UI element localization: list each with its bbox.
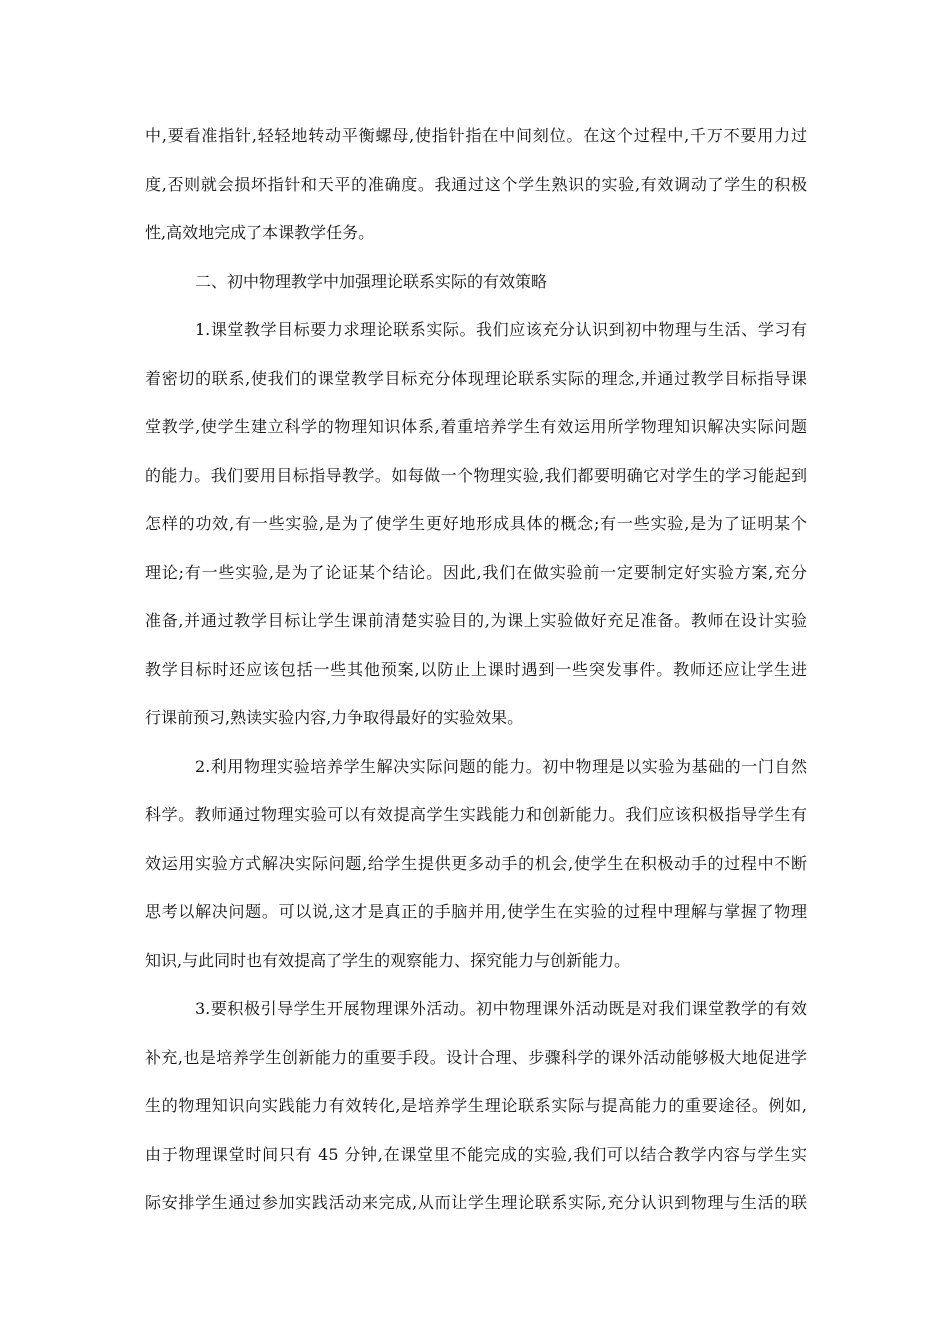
paragraph-first-line: 1.课堂教学目标要力求理论联系实际。我们应该充分认识到初中物理与生活、学习有 bbox=[195, 320, 807, 339]
section-heading: 二、初中物理教学中加强理论联系实际的有效策略 bbox=[195, 271, 548, 291]
text-line: 堂教学,使学生建立科学的物理知识体系,着重培养学生有效运用所学物理知识解决实际问题 bbox=[145, 417, 807, 436]
text-line: 着密切的联系,使我们的课堂教学目标充分体现理论联系实际的理念,并通过教学目标指导课 bbox=[145, 368, 807, 388]
text-line: 怎样的功效,有一些实验,是为了使学生更好地形成具体的概念;有一些实验,是为了证明某个 bbox=[145, 514, 807, 533]
text-line: 性,高效地完成了本课教学任务。 bbox=[145, 223, 375, 242]
text-line: 由于物理课堂时间只有 45 分钟,在课堂里不能完成的实验,我们可以结合教学内容与学生实 bbox=[145, 1144, 807, 1164]
text-line: 教学目标时还应该包括一些其他预案,以防止上课时遇到一些突发事件。教师还应让学生进 bbox=[145, 659, 807, 679]
text-line: 知识,与此同时也有效提高了学生的观察能力、探究能力与创新能力。 bbox=[145, 950, 631, 970]
text-line: 际安排学生通过参加实践活动来完成,从而让学生理论联系实际,充分认识到物理与生活的联 bbox=[145, 1193, 807, 1212]
text-line: 补充,也是培养学生创新能力的重要手段。设计合理、步骤科学的课外活动能够极大地促进学 bbox=[145, 1047, 807, 1067]
text-line: 中,要看准指针,轻轻地转动平衡螺母,使指针指在中间刻位。在这个过程中,千万不要用力过 bbox=[145, 126, 807, 145]
text-line: 理论;有一些实验,是为了论证某个结论。因此,我们在做实验前一定要制定好实验方案,充分 bbox=[145, 562, 807, 582]
text-line: 准备,并通过教学目标让学生课前清楚实验目的,为课上实验做好充足准备。教师在设计实验 bbox=[145, 611, 807, 630]
paragraph-first-line: 2.利用物理实验培养学生解决实际问题的能力。初中物理是以实验为基础的一门自然 bbox=[195, 756, 807, 776]
text-line: 度,否则就会损坏指针和天平的准确度。我通过这个学生熟识的实验,有效调动了学生的积极 bbox=[145, 174, 807, 194]
text-line: 效运用实验方式解决实际问题,给学生提供更多动手的机会,使学生在积极动手的过程中不断 bbox=[145, 853, 807, 873]
text-line: 思考以解决问题。可以说,这才是真正的手脑并用,使学生在实验的过程中理解与掌握了物理 bbox=[145, 902, 807, 921]
text-line: 行课前预习,熟读实验内容,力争取得最好的实验效果。 bbox=[145, 708, 524, 727]
text-line: 的能力。我们要用目标指导教学。如每做一个物理实验,我们都要明确它对学生的学习能起到 bbox=[145, 465, 807, 485]
paragraph-first-line: 3.要积极引导学生开展物理课外活动。初中物理课外活动既是对我们课堂教学的有效 bbox=[195, 999, 807, 1018]
text-line: 科学。教师通过物理实验可以有效提高学生实践能力和创新能力。我们应该积极指导学生有 bbox=[145, 805, 807, 824]
text-line: 生的物理知识向实践能力有效转化,是培养学生理论联系实际与提高能力的重要途径。例如, bbox=[145, 1096, 807, 1115]
document-body bbox=[145, 118, 807, 1234]
